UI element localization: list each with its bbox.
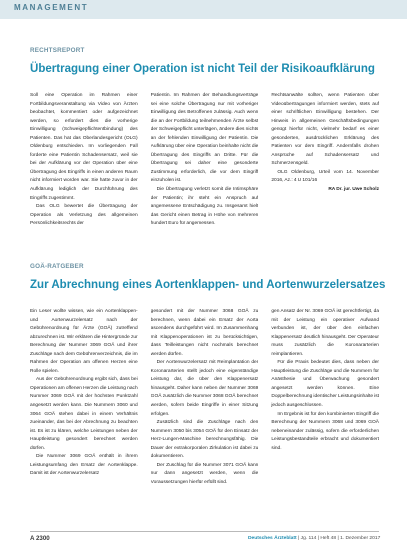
article1-rubric: RECHTSREPORT	[30, 47, 85, 54]
paragraph: Die Übertragung verletzt somit die Intimsphäre der Patientin; ihr steht ein Anspruch auf angemessene Entschädigung zu. Insgesamt hielt das Gericht einen Betrag in Höhe von mehreren hundert Euro für angemessen.	[150, 187, 259, 227]
paragraph: Der Aortenwurzelersatz mit Reimplantation der Koronararterien stellt jedoch eine eigenständige Leistung dar, die über den Klappenersatz hinausgeht. Daher kann neben der Nummer 3069 GOÄ zusätzlich die Nummer 3068 GOÄ berechnet werden, sofern beide Eingriffe in einer Sitzung erfolgen.	[150, 360, 259, 417]
paragraph: Der Zuschlag für die Nummer 3071 GOÄ kann nur dann angesetzt werden, wenn die Voraussetzungen hierfür erfüllt sind.	[150, 462, 259, 485]
page-number: A 2300	[30, 535, 50, 542]
paragraph: Aus der Gebührenordnung ergibt sich, dass bei Operationen am offenen Herzen die Leistung nach Nummer 3069 GOÄ mit der höchsten Punktzahl angesetzt werden kann. Die Nummern 3060 und 3064 GOÄ stehen dabei in einem Verhältnis zueinander, das bei der Abrechnung zu beachten ist. Es ist zu klären, welche Leistungen neben der Hauptleistung gesondert berechnet werden dürfen.	[30, 377, 138, 451]
article2-column	[30, 308, 138, 525]
paragraph: gen Ansatz der Nr. 3069 GOÄ ist gerechtfertigt, da mit der Leistung ein operativer Aufwand verbunden ist, der über den einfachen Klappenersatz deutlich hinausgeht. Der Operateur muss zusätzlich die Koronararterien reimplantieren.	[271, 309, 380, 357]
footer-rule	[30, 531, 379, 532]
article2-body	[30, 308, 379, 525]
article2-rubric: GOÄ-RATGEBER	[30, 263, 84, 270]
article1-column	[151, 92, 259, 247]
paragraph: Für die Praxis bedeutet dies, dass neben der Hauptleistung die Zuschläge und die Nummern für Anästhesie und Überwachung gesondert angesetzt werden können. Eine Doppelberechnung identischer Leistungsinhalte ist jedoch ausgeschlossen.	[271, 360, 380, 409]
paragraph: Im Ergebnis ist für den kombinierten Eingriff die Berechnung der Nummern 3068 und 3069 GOÄ nebeneinander zulässig, sofern die erforderlichen Leistungsbestandteile erbracht und dokumentiert sind.	[271, 411, 380, 451]
paragraph: Patientin. Im Rahmen der Behandlungsverträge sei eine solche Übertragung nur mit vorheriger Einwilligung des Betroffenen zulässig. Auch wenn die an der Fortbildung teilnehmenden Ärzte selbst der Schweigepflicht unterlägen, ändere dies nichts an der fehlenden Einwilligung der Patientin. Die Aufklärung über eine Operation beinhalte nicht die Übertragung des Eingriffs an Dritte. Für die Übertragung sei daher eine gesonderte Zustimmung erforderlich, die vor dem Eingriff einzuholen ist.	[150, 93, 259, 184]
paragraph: Das OLG bewertet die Übertragung der Operation als Verletzung des allgemeinen Persönlichkeitsrechts der	[30, 204, 138, 227]
paragraph: Zusätzlich sind die Zuschläge nach den Nummern 3050 bis 3054 GOÄ für den Einsatz der Herz-Lungen-Maschine berechnungsfähig. Die Dauer der extrakorporalen Zirkulation ist dabei zu dokumentieren.	[150, 420, 259, 460]
journal-issue: Jg. 114 | Heft 48 | 1. Dezember 2017	[300, 536, 381, 541]
paragraph: Rechtsanwälte sollten, wenn Patienten über Videoübertragungen informiert werden, stets auf einer schriftlichen Einwilligung bestehen. Der Hinweis in allgemeinen Geschäftsbedingungen genügt hierfür nicht, vielmehr bedarf es einer gesonderten, ausdrücklichen Erklärung des Patienten vor dem Eingriff. Andernfalls drohen Ansprüche auf Schadensersatz und Schmerzensgeld.	[271, 93, 380, 167]
journal-name: Deutsches Ärzteblatt	[248, 536, 297, 541]
citation: OLG Oldenburg, Urteil vom 14. November 2016, Az.: 4 U 101/16	[271, 169, 380, 184]
paragraph: Ein Leser wollte wissen, wie ein Aortenklappen- und Aortenwurzelersatz nach der Gebührenordnung für Ärzte (GOÄ) zutreffend abzurechnen ist. Wir erklären die Hintergründe zur Berechnung der Nummer 3069 GOÄ und ihrer Zuschläge nach dem Gebührenverzeichnis, die im Rahmen der Operation am offenen Herzen eine Rolle spielen.	[30, 309, 138, 374]
article1-body	[30, 92, 379, 247]
article2-title: Zur Abrechnung eines Aortenklappen- und Aortenwurzelersatzes	[30, 277, 386, 291]
section-label: MANAGEMENT	[14, 3, 89, 12]
paragraph: Die Nummer 3069 GOÄ enthält in ihrem Leistungsumfang den Ersatz der Aortenklappe. Damit ist der Aortenwurzelersatz	[30, 454, 138, 477]
article1-column	[30, 92, 138, 247]
paragraph: gesondert mit der Nummer 3068 GOÄ zu berechnen, wenn dabei ein Ersatz der Aorta ascendens durchgeführt wird. Im Zusammenhang mit Klappenoperationen ist zu berücksichtigen, dass Teilleistungen nicht nochmals berechnet werden dürfen.	[150, 309, 259, 357]
article2-column	[151, 308, 259, 525]
paragraph: Soll eine Operation im Rahmen einer Fortbildungsveranstaltung via Video von Ärzten beobachtet, kommentiert oder aufgezeichnet werden, so erfordert dies die vorherige Einwilligung (Schweigepflichtentbindung) des Patienten. Das hat das Oberlandesgericht (OLG) Oldenburg entschieden. Im vorliegenden Fall forderte eine Patientin Schadensersatz, weil sie bei der Aufklärung vor der Operation über eine Übertragung des Eingriffs in einen anderen Raum nicht informiert worden war. Sie hatte zuvor in der Aufklärung lediglich der Durchführung des Eingriffs zugestimmt.	[30, 93, 138, 201]
article1-column	[271, 92, 379, 247]
journal-info: Deutsches Ärzteblatt | Jg. 114 | Heft 48 | 1. Dezember 2017	[248, 536, 381, 541]
article1-title: Übertragung einer Operation ist nicht Teil der Risikoaufklärung	[30, 61, 375, 75]
author-signature: RA Dr. jur. Uwe Scholz	[328, 187, 380, 193]
article2-column	[271, 308, 379, 525]
